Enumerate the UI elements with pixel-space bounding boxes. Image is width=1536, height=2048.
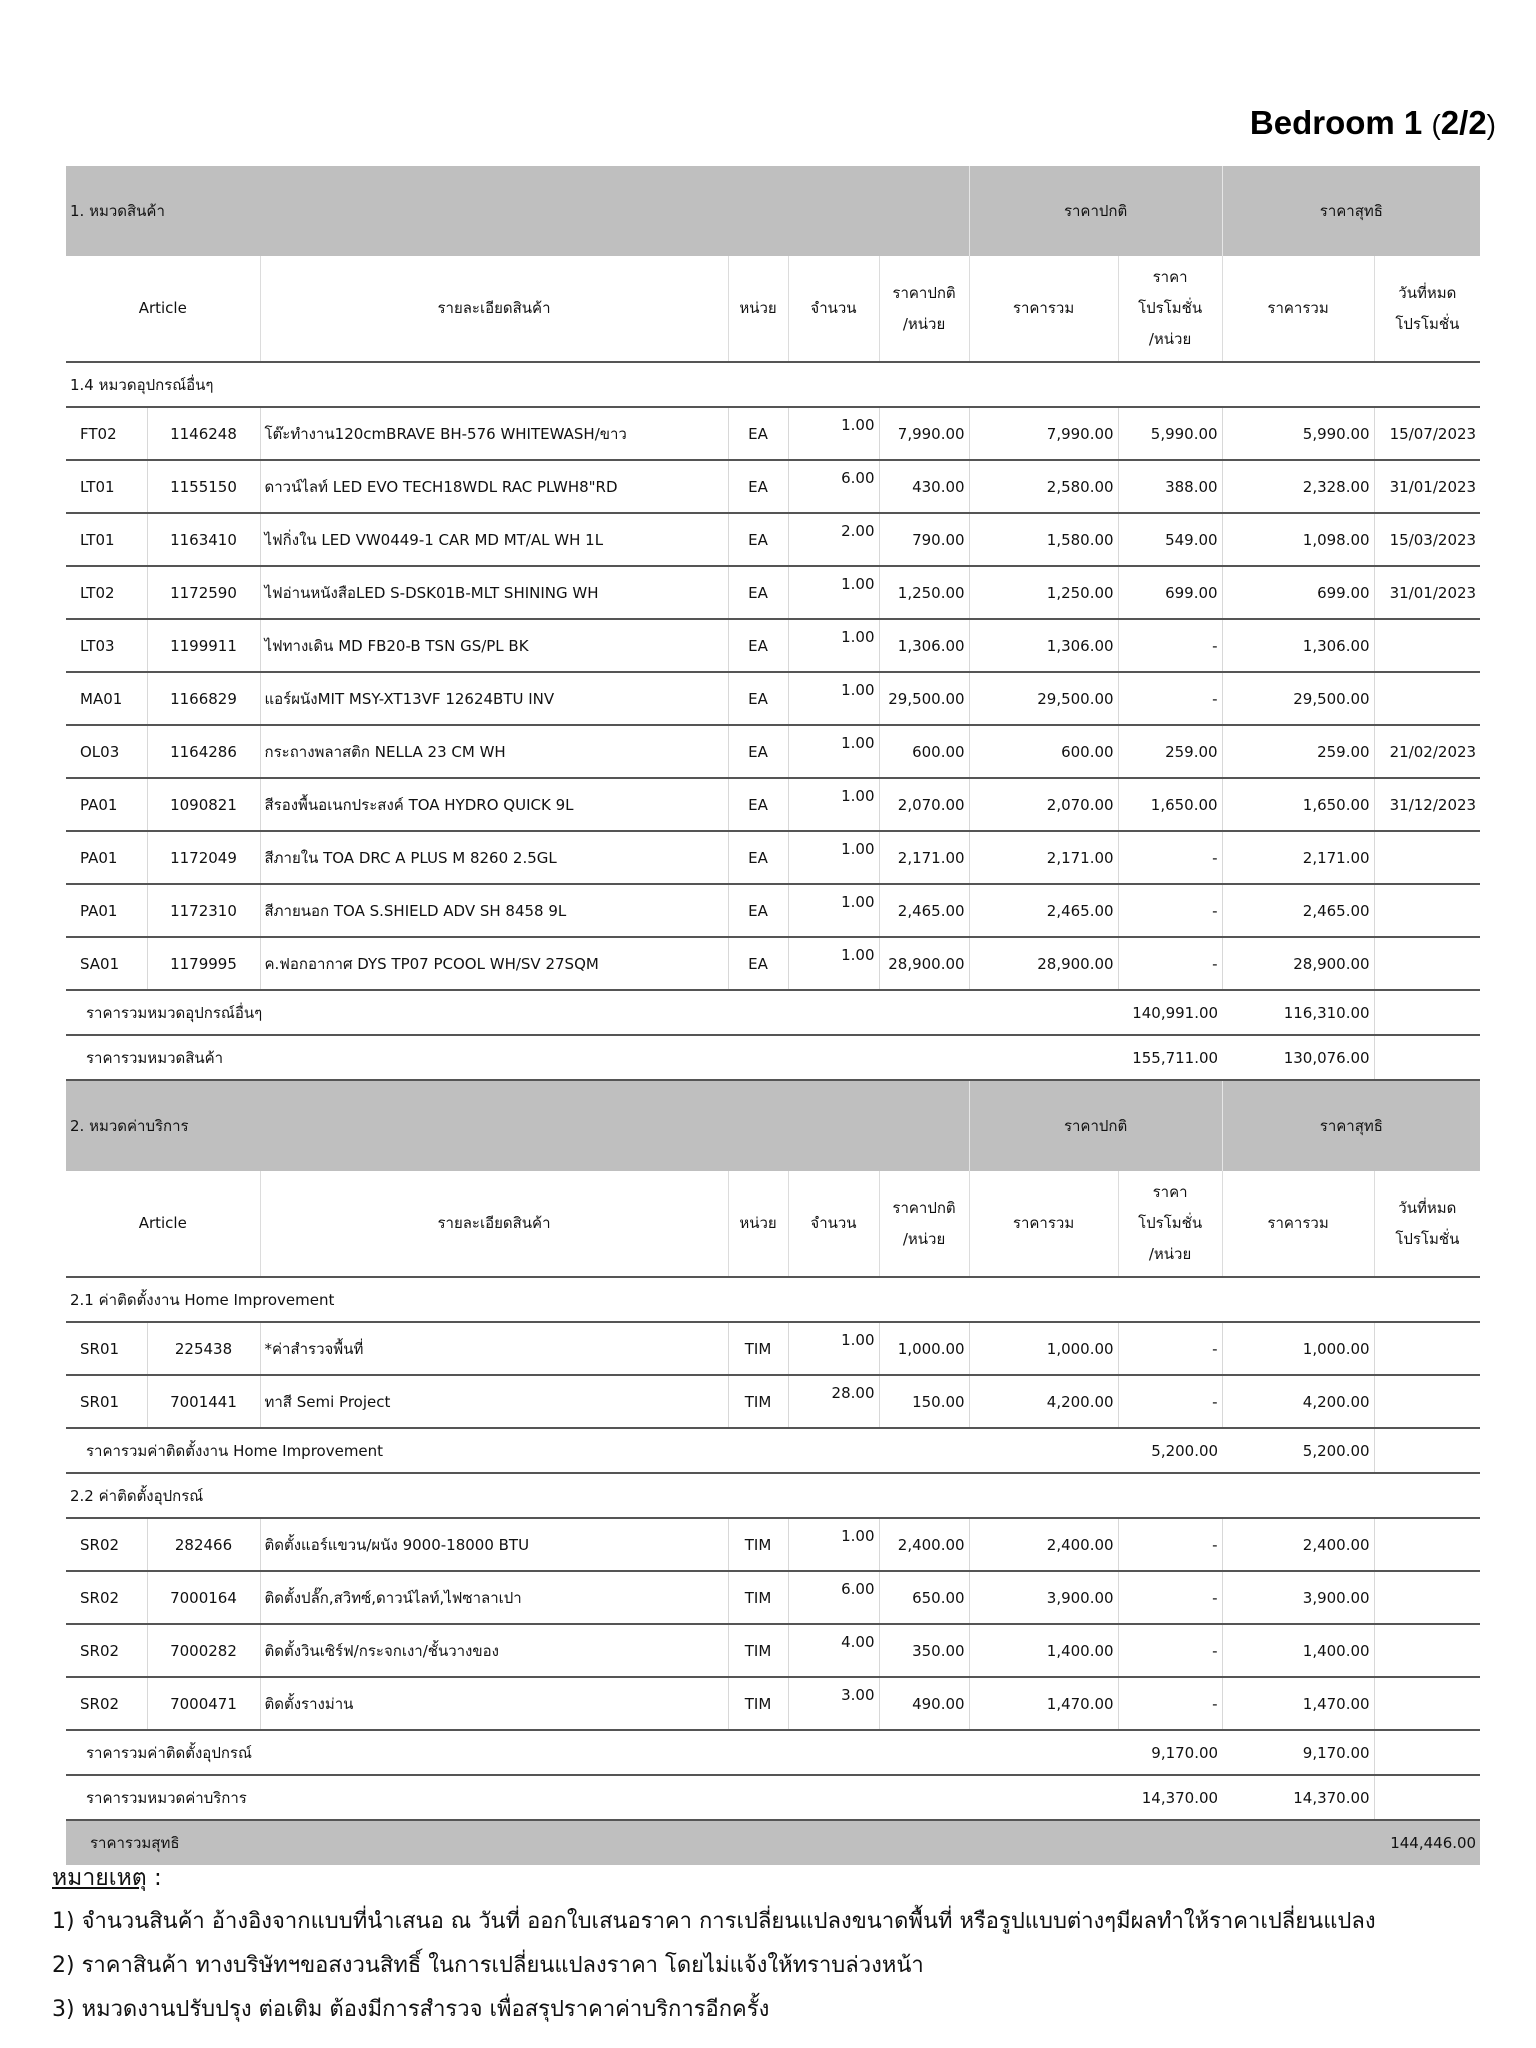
item-unit-price: 2,070.00 [879,778,969,831]
item-code: LT03 [66,619,147,672]
total-spacer [1374,1730,1480,1775]
item-code: PA01 [66,778,147,831]
item-unit-price: 1,250.00 [879,566,969,619]
item-total: 1,580.00 [969,513,1118,566]
item-promo-expire [1374,619,1480,672]
item-description: โต๊ะทำงาน120cmBRAVE BH-576 WHITEWASH/ขาว [260,407,728,460]
table-row [66,460,1480,513]
item-unit: EA [728,513,788,566]
subtotal-row [66,1428,1480,1473]
table-row [66,725,1480,778]
total-spacer [1374,990,1480,1035]
item-article: 282466 [147,1518,260,1571]
item-description: กระถางพลาสติก NELLA 23 CM WH [260,725,728,778]
item-description: สีรองพื้นอเนกประสงค์ TOA HYDRO QUICK 9L [260,778,728,831]
item-unit-price: 150.00 [879,1375,969,1428]
subtotal-row [66,990,1480,1035]
item-unit-price: 490.00 [879,1677,969,1730]
subsection-title: 2.1 ค่าติดตั้งงาน Home Improvement [66,1277,1480,1322]
item-description: ค.ฟอกอากาศ DYS TP07 PCOOL WH/SV 27SQM [260,937,728,990]
table-row [66,1375,1480,1428]
item-total: 1,306.00 [969,619,1118,672]
item-unit-price: 2,400.00 [879,1518,969,1571]
col-promo-expire: วันที่หมด โปรโมชั่น [1374,256,1480,362]
item-code: OL03 [66,725,147,778]
col-quantity: จำนวน [788,1171,879,1277]
item-code: PA01 [66,831,147,884]
total-spacer [1374,1775,1480,1820]
total-net: 14,370.00 [1222,1775,1374,1820]
item-quantity: 1.00 [788,937,879,990]
total-label: ราคารวมหมวดสินค้า [66,1035,969,1080]
col-unit: หน่วย [728,256,788,362]
item-description: สีภายนอก TOA S.SHIELD ADV SH 8458 9L [260,884,728,937]
item-article: 1090821 [147,778,260,831]
item-total: 2,171.00 [969,831,1118,884]
col-article: Article [138,1214,187,1232]
item-promo-price: 5,990.00 [1118,407,1222,460]
item-article: 7000282 [147,1624,260,1677]
item-unit-price: 7,990.00 [879,407,969,460]
item-description: แอร์ผนังMIT MSY-XT13VF 12624BTU INV [260,672,728,725]
item-description: ไฟทางเดิน MD FB20-B TSN GS/PL BK [260,619,728,672]
item-promo-price: - [1118,937,1222,990]
col-unit: หน่วย [728,1171,788,1277]
item-promo-price: 388.00 [1118,460,1222,513]
total-label: ราคารวมหมวดค่าบริการ [66,1775,969,1820]
item-net-total: 1,400.00 [1222,1624,1374,1677]
item-unit-price: 1,306.00 [879,619,969,672]
table-row [66,672,1480,725]
item-net-total: 2,400.00 [1222,1518,1374,1571]
note-line: 2) ราคาสินค้า ทางบริษัทฯขอสงวนสิทธิ์ ในการเปลี่ยนแปลงราคา โดยไม่แจ้งให้ทราบล่วงหน้า [52,1953,924,1978]
item-description: *ค่าสำรวจพื้นที่ [260,1322,728,1375]
group-normal-price: ราคาปกติ [969,166,1222,256]
note-line: 1) จำนวนสินค้า อ้างอิงจากแบบที่นำเสนอ ณ วันที่ ออกใบเสนอราคา การเปลี่ยนแปลงขนาดพื้นที่ หรือรูปแบบต่างๆมีผลทำให้ราคาเปลี่ยนแปลง [52,1909,1376,1934]
item-total: 4,200.00 [969,1375,1118,1428]
group-normal-price: ราคาปกติ [969,1080,1222,1171]
item-unit-price: 350.00 [879,1624,969,1677]
item-code: SR02 [66,1571,147,1624]
item-unit: EA [728,725,788,778]
item-total: 1,000.00 [969,1322,1118,1375]
col-promo-price: ราคา โปรโมชั่น /หน่วย [1118,1171,1222,1277]
section-title: 2. หมวดค่าบริการ [66,1080,969,1171]
item-unit-price: 430.00 [879,460,969,513]
item-net-total: 2,171.00 [1222,831,1374,884]
total-normal: 9,170.00 [969,1730,1222,1775]
col-net-total: ราคารวม [1222,256,1374,362]
item-promo-price: - [1118,884,1222,937]
table-row [66,1322,1480,1375]
item-article: 1199911 [147,619,260,672]
item-total: 7,990.00 [969,407,1118,460]
grand-total-value: 144,446.00 [1222,1820,1480,1865]
item-promo-expire: 31/01/2023 [1374,460,1480,513]
table-row [66,937,1480,990]
total-label: ราคารวมหมวดอุปกรณ์อื่นๆ [66,990,969,1035]
item-net-total: 28,900.00 [1222,937,1374,990]
item-article: 1172049 [147,831,260,884]
item-promo-expire [1374,1375,1480,1428]
item-unit: EA [728,778,788,831]
item-unit: TIM [728,1677,788,1730]
col-promo-expire: วันที่หมด โปรโมชั่น [1374,1171,1480,1277]
item-code: FT02 [66,407,147,460]
item-promo-expire [1374,1677,1480,1730]
item-code: SR01 [66,1322,147,1375]
total-normal: 5,200.00 [969,1428,1222,1473]
item-article: 7001441 [147,1375,260,1428]
col-net-total: ราคารวม [1222,1171,1374,1277]
item-total: 2,400.00 [969,1518,1118,1571]
item-unit: TIM [728,1375,788,1428]
item-total: 3,900.00 [969,1571,1118,1624]
item-description: สีภายใน TOA DRC A PLUS M 8260 2.5GL [260,831,728,884]
item-total: 1,470.00 [969,1677,1118,1730]
col-unit-price: ราคาปกติ /หน่วย [879,256,969,362]
item-net-total: 699.00 [1222,566,1374,619]
item-article: 225438 [147,1322,260,1375]
subsection-title: 2.2 ค่าติดตั้งอุปกรณ์ [66,1473,1480,1518]
item-promo-price: - [1118,672,1222,725]
item-unit: TIM [728,1571,788,1624]
item-unit-price: 600.00 [879,725,969,778]
item-net-total: 2,328.00 [1222,460,1374,513]
item-unit-price: 790.00 [879,513,969,566]
table-row [66,1571,1480,1624]
total-net: 5,200.00 [1222,1428,1374,1473]
item-article: 1163410 [147,513,260,566]
item-description: ดาวน์ไลท์ LED EVO TECH18WDL RAC PLWH8"RD [260,460,728,513]
item-description: ทาสี Semi Project [260,1375,728,1428]
total-spacer [1374,1035,1480,1080]
item-total: 28,900.00 [969,937,1118,990]
item-net-total: 1,470.00 [1222,1677,1374,1730]
item-code: SR02 [66,1624,147,1677]
item-article: 1155150 [147,460,260,513]
item-description: ติดตั้งปลั๊ก,สวิทซ์,ดาวน์ไลท์,ไฟซาลาเปา [260,1571,728,1624]
section-total-row [66,1775,1480,1820]
total-normal: 140,991.00 [969,990,1222,1035]
item-promo-expire: 21/02/2023 [1374,725,1480,778]
item-unit: TIM [728,1624,788,1677]
notes-title: หมายเหตุ [52,1865,147,1891]
item-unit: EA [728,619,788,672]
table-row [66,1624,1480,1677]
col-total: ราคารวม [969,1171,1118,1277]
table-row [66,407,1480,460]
table-row [66,778,1480,831]
item-quantity: 1.00 [788,778,879,831]
item-quantity: 1.00 [788,1518,879,1571]
item-unit: EA [728,407,788,460]
item-code: LT02 [66,566,147,619]
group-net-price: ราคาสุทธิ [1222,1080,1480,1171]
item-unit-price: 2,171.00 [879,831,969,884]
item-article: 1179995 [147,937,260,990]
item-unit-price: 650.00 [879,1571,969,1624]
item-unit: EA [728,884,788,937]
col-description: รายละเอียดสินค้า [260,256,728,362]
quotation-table [66,166,1480,1865]
item-net-total: 1,306.00 [1222,619,1374,672]
item-unit-price: 1,000.00 [879,1322,969,1375]
item-article: 7000471 [147,1677,260,1730]
item-article: 1172590 [147,566,260,619]
item-quantity: 1.00 [788,831,879,884]
item-unit: EA [728,831,788,884]
item-promo-price: 549.00 [1118,513,1222,566]
item-unit: TIM [728,1322,788,1375]
column-header-row [66,256,1480,362]
item-net-total: 29,500.00 [1222,672,1374,725]
item-promo-expire [1374,884,1480,937]
item-promo-price: 699.00 [1118,566,1222,619]
item-total: 2,465.00 [969,884,1118,937]
page-title: Bedroom 1 (2/2) [1249,104,1496,141]
subtotal-row [66,1730,1480,1775]
col-total: ราคารวม [969,256,1118,362]
table-row [66,884,1480,937]
item-promo-price: - [1118,1677,1222,1730]
item-quantity: 1.00 [788,672,879,725]
item-promo-price: - [1118,1624,1222,1677]
section-title: 1. หมวดสินค้า [66,166,969,256]
item-promo-price: - [1118,619,1222,672]
table-row [66,619,1480,672]
item-description: ไฟอ่านหนังสือLED S-DSK01B-MLT SHINING WH [260,566,728,619]
item-code: SR02 [66,1677,147,1730]
item-promo-expire: 31/12/2023 [1374,778,1480,831]
item-promo-price: - [1118,1571,1222,1624]
item-article: 7000164 [147,1571,260,1624]
item-total: 2,580.00 [969,460,1118,513]
item-quantity: 1.00 [788,407,879,460]
item-code: MA01 [66,672,147,725]
subsection-header [66,1473,1480,1518]
item-code: SR02 [66,1518,147,1571]
item-quantity: 1.00 [788,619,879,672]
item-net-total: 259.00 [1222,725,1374,778]
item-unit: EA [728,566,788,619]
item-unit-price: 28,900.00 [879,937,969,990]
table-row [66,566,1480,619]
item-net-total: 1,650.00 [1222,778,1374,831]
item-description: ติดตั้งรางม่าน [260,1677,728,1730]
item-promo-price: - [1118,1518,1222,1571]
item-total: 1,250.00 [969,566,1118,619]
total-label: ราคารวมค่าติดตั้งงาน Home Improvement [66,1428,969,1473]
item-quantity: 1.00 [788,1322,879,1375]
subsection-header [66,362,1480,407]
item-promo-expire [1374,672,1480,725]
item-promo-price: - [1118,831,1222,884]
item-promo-expire [1374,1571,1480,1624]
item-description: ติดตั้งวินเซิร์ฟ/กระจกเงา/ชั้นวางของ [260,1624,728,1677]
item-code: SA01 [66,937,147,990]
item-net-total: 1,098.00 [1222,513,1374,566]
item-article: 1172310 [147,884,260,937]
note-line: 3) หมวดงานปรับปรุง ต่อเติม ต้องมีการสำรวจ เพื่อสรุปราคาค่าบริการอีกครั้ง [52,1997,770,2022]
subsection-header [66,1277,1480,1322]
total-label: ราคารวมค่าติดตั้งอุปกรณ์ [66,1730,969,1775]
item-promo-expire [1374,1322,1480,1375]
item-unit: EA [728,460,788,513]
item-quantity: 3.00 [788,1677,879,1730]
column-header-row [66,1171,1480,1277]
item-code: LT01 [66,513,147,566]
item-article: 1166829 [147,672,260,725]
item-code: LT01 [66,460,147,513]
item-promo-expire: 15/03/2023 [1374,513,1480,566]
item-promo-expire [1374,831,1480,884]
item-promo-expire: 15/07/2023 [1374,407,1480,460]
grand-total-label: ราคารวมสุทธิ [66,1820,1222,1865]
item-promo-price: 259.00 [1118,725,1222,778]
section-total-row [66,1035,1480,1080]
item-quantity: 1.00 [788,566,879,619]
item-promo-expire: 31/01/2023 [1374,566,1480,619]
total-net: 116,310.00 [1222,990,1374,1035]
col-quantity: จำนวน [788,256,879,362]
item-total: 2,070.00 [969,778,1118,831]
item-code: SR01 [66,1375,147,1428]
item-quantity: 1.00 [788,884,879,937]
table-row [66,831,1480,884]
item-code: PA01 [66,884,147,937]
section-header [66,1080,1480,1171]
item-total: 29,500.00 [969,672,1118,725]
item-promo-price: - [1118,1375,1222,1428]
col-promo-price: ราคา โปรโมชั่น /หน่วย [1118,256,1222,362]
item-quantity: 2.00 [788,513,879,566]
item-article: 1164286 [147,725,260,778]
item-article: 1146248 [147,407,260,460]
total-net: 9,170.00 [1222,1730,1374,1775]
group-net-price: ราคาสุทธิ [1222,166,1480,256]
item-unit-price: 2,465.00 [879,884,969,937]
total-normal: 155,711.00 [969,1035,1222,1080]
total-net: 130,076.00 [1222,1035,1374,1080]
item-quantity: 1.00 [788,725,879,778]
item-quantity: 4.00 [788,1624,879,1677]
item-net-total: 1,000.00 [1222,1322,1374,1375]
item-unit-price: 29,500.00 [879,672,969,725]
notes: หมายเหตุ : 1) จำนวนสินค้า อ้างอิงจากแบบที่นำเสนอ ณ วันที่ ออกใบเสนอราคา การเปลี่ยนแปลงขนาดพื้นที่ หรือรูปแบบต่างๆมีผลทำให้ราคาเปลี่ยนแปลง 2) ราคาสินค้า ทางบริษัทฯขอสงวนสิทธิ์ ในการเปลี่ยนแปลงราคา โดยไม่แจ้งให้ทราบล่วงหน้า 3) หมวดงานปรับปรุง ต่อเติม ต้องมีการสำรวจ เพื่อสรุปราคาค่าบริการอีกครั้ง [52,1856,1376,2032]
item-unit: EA [728,672,788,725]
item-promo-price: 1,650.00 [1118,778,1222,831]
item-description: ไฟกิ่งใน LED VW0449-1 CAR MD MT/AL WH 1L [260,513,728,566]
table-row [66,513,1480,566]
item-total: 1,400.00 [969,1624,1118,1677]
total-normal: 14,370.00 [969,1775,1222,1820]
item-description: ติดตั้งแอร์แขวน/ผนัง 9000-18000 BTU [260,1518,728,1571]
item-promo-expire [1374,1624,1480,1677]
total-spacer [1374,1428,1480,1473]
item-unit: EA [728,937,788,990]
table-row [66,1518,1480,1571]
subsection-title: 1.4 หมวดอุปกรณ์อื่นๆ [66,362,1480,407]
item-net-total: 4,200.00 [1222,1375,1374,1428]
item-promo-expire [1374,937,1480,990]
item-promo-expire [1374,1518,1480,1571]
item-net-total: 5,990.00 [1222,407,1374,460]
item-promo-price: - [1118,1322,1222,1375]
item-unit: TIM [728,1518,788,1571]
col-description: รายละเอียดสินค้า [260,1171,728,1277]
item-net-total: 2,465.00 [1222,884,1374,937]
item-quantity: 6.00 [788,460,879,513]
section-header [66,166,1480,256]
col-unit-price: ราคาปกติ /หน่วย [879,1171,969,1277]
table-row [66,1677,1480,1730]
col-article: Article [138,299,187,317]
item-quantity: 6.00 [788,1571,879,1624]
item-quantity: 28.00 [788,1375,879,1428]
item-total: 600.00 [969,725,1118,778]
item-net-total: 3,900.00 [1222,1571,1374,1624]
